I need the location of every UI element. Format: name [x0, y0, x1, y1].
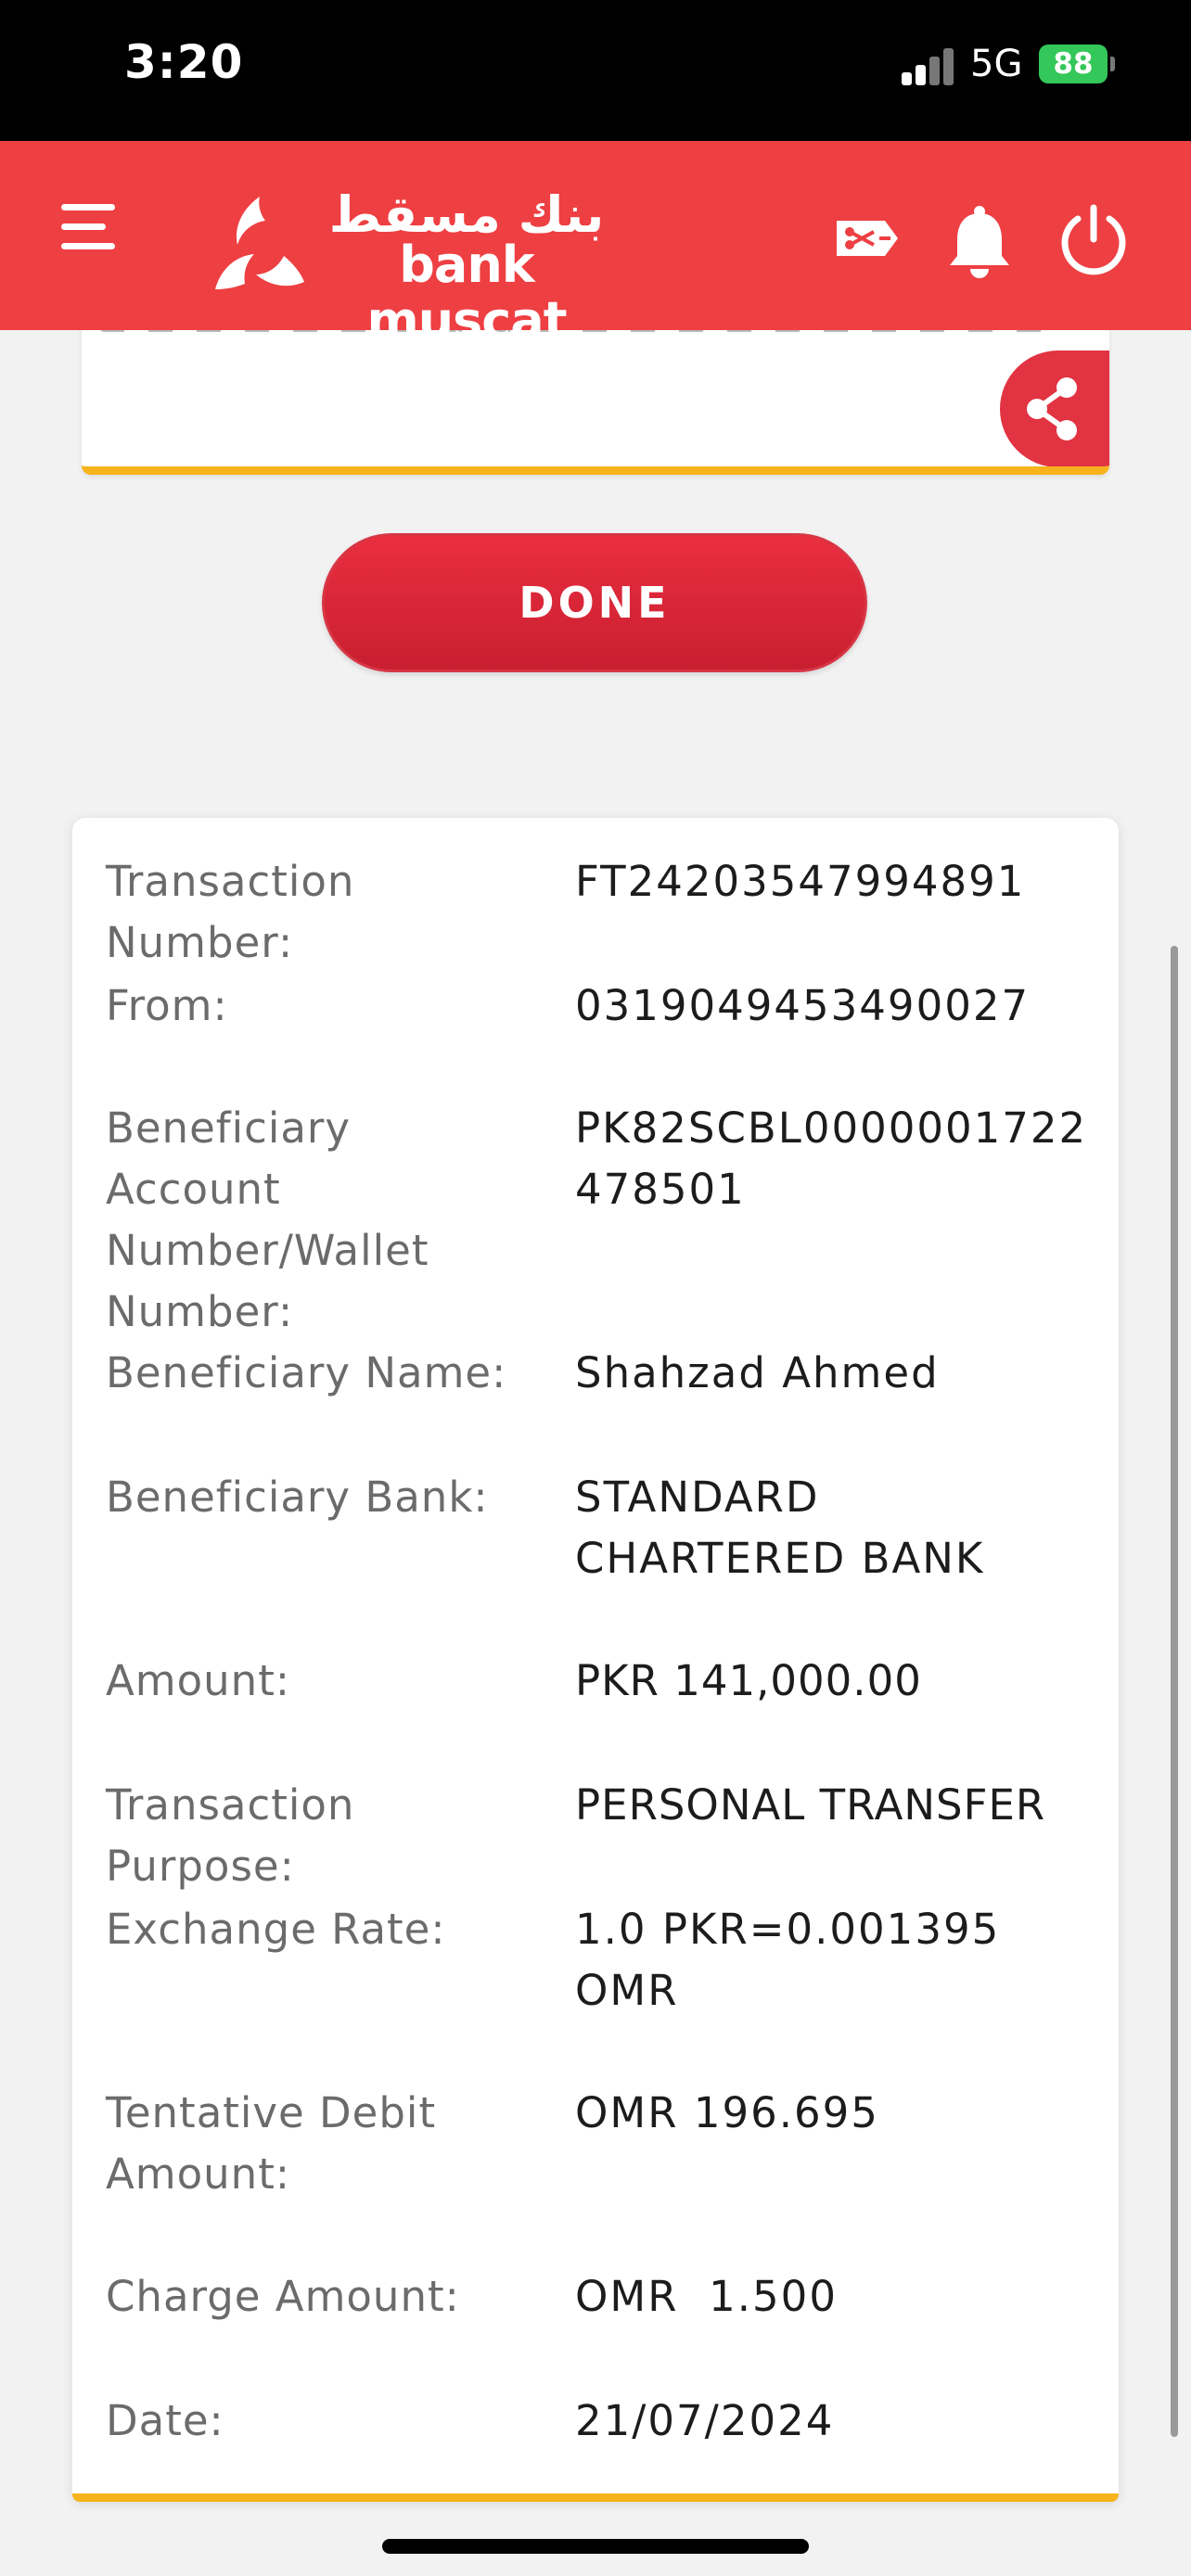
detail-value: Shahzad Ahmed — [575, 1348, 940, 1397]
detail-value: FT24203547994891 — [575, 857, 1026, 906]
detail-label: Transaction Number: — [106, 857, 355, 967]
transaction-details-card — [72, 818, 1119, 2502]
detail-value: OMR 196.695 — [575, 2088, 879, 2137]
share-icon — [1000, 351, 1109, 467]
detail-label: Charge Amount: — [106, 2272, 460, 2321]
brand-name-arabic: بنك مسقط — [328, 185, 605, 244]
battery-icon — [1039, 45, 1108, 83]
detail-row-tentative-debit — [106, 2083, 1098, 2213]
detail-row-transaction-number — [106, 851, 1098, 967]
status-bar — [0, 0, 1191, 141]
bell-icon[interactable] — [946, 204, 1013, 280]
detail-row-charge-amount — [106, 2266, 1098, 2340]
detail-row-beneficiary-bank — [106, 1467, 1098, 1597]
battery-tip — [1110, 57, 1115, 71]
share-button[interactable] — [1000, 351, 1109, 467]
detail-value: PK82SCBL0000001722478501 — [575, 1103, 1088, 1214]
cellular-signal-icon — [902, 46, 955, 85]
logo-mark-icon — [206, 193, 310, 295]
detail-label: Beneficiary Bank: — [106, 1473, 489, 1522]
detail-value: STANDARD CHARTERED BANK — [575, 1473, 985, 1583]
offers-ticket-icon[interactable] — [833, 213, 903, 263]
detail-value: 1.0 PKR=0.001395 OMR — [575, 1905, 1001, 2015]
battery-level: 88 — [1053, 47, 1094, 81]
brand-name-latin: bank muscat — [366, 236, 567, 350]
detail-label: Beneficiary Name: — [106, 1348, 507, 1397]
detail-row-date — [106, 2391, 1098, 2465]
detail-label: Amount: — [106, 1656, 290, 1705]
detail-row-beneficiary-account — [106, 1098, 1098, 1336]
app-header — [0, 141, 1191, 350]
detail-label: From: — [106, 981, 228, 1030]
detail-label: Exchange Rate: — [106, 1905, 446, 1954]
bank-logo — [206, 185, 614, 350]
detail-row-beneficiary-name — [106, 1343, 1098, 1417]
detail-value: PKR 141,000.00 — [575, 1656, 922, 1705]
detail-row-from — [106, 976, 1098, 1050]
power-icon[interactable] — [1057, 204, 1130, 278]
detail-value: 0319049453490027 — [575, 981, 1031, 1030]
detail-row-exchange-rate — [106, 1899, 1098, 2029]
done-button[interactable]: DONE — [322, 533, 867, 672]
detail-label: Date: — [106, 2396, 224, 2445]
detail-label: Transaction Purpose: — [106, 1780, 355, 1891]
detail-row-transaction-purpose — [106, 1775, 1098, 1891]
status-time: 3:20 — [124, 35, 244, 89]
scrollbar[interactable] — [1171, 946, 1178, 2437]
menu-icon[interactable] — [56, 198, 121, 254]
network-type: 5G — [970, 43, 1023, 85]
detail-label: Tentative Debit Amount: — [106, 2088, 437, 2199]
detail-label: Beneficiary Account Number/Wallet Number: — [106, 1103, 429, 1336]
detail-value: 21/07/2024 — [575, 2396, 835, 2445]
detail-value: OMR 1.500 — [575, 2272, 838, 2321]
detail-row-amount — [106, 1651, 1098, 1725]
detail-value: PERSONAL TRANSFER — [575, 1780, 1046, 1830]
home-indicator[interactable] — [382, 2539, 809, 2554]
